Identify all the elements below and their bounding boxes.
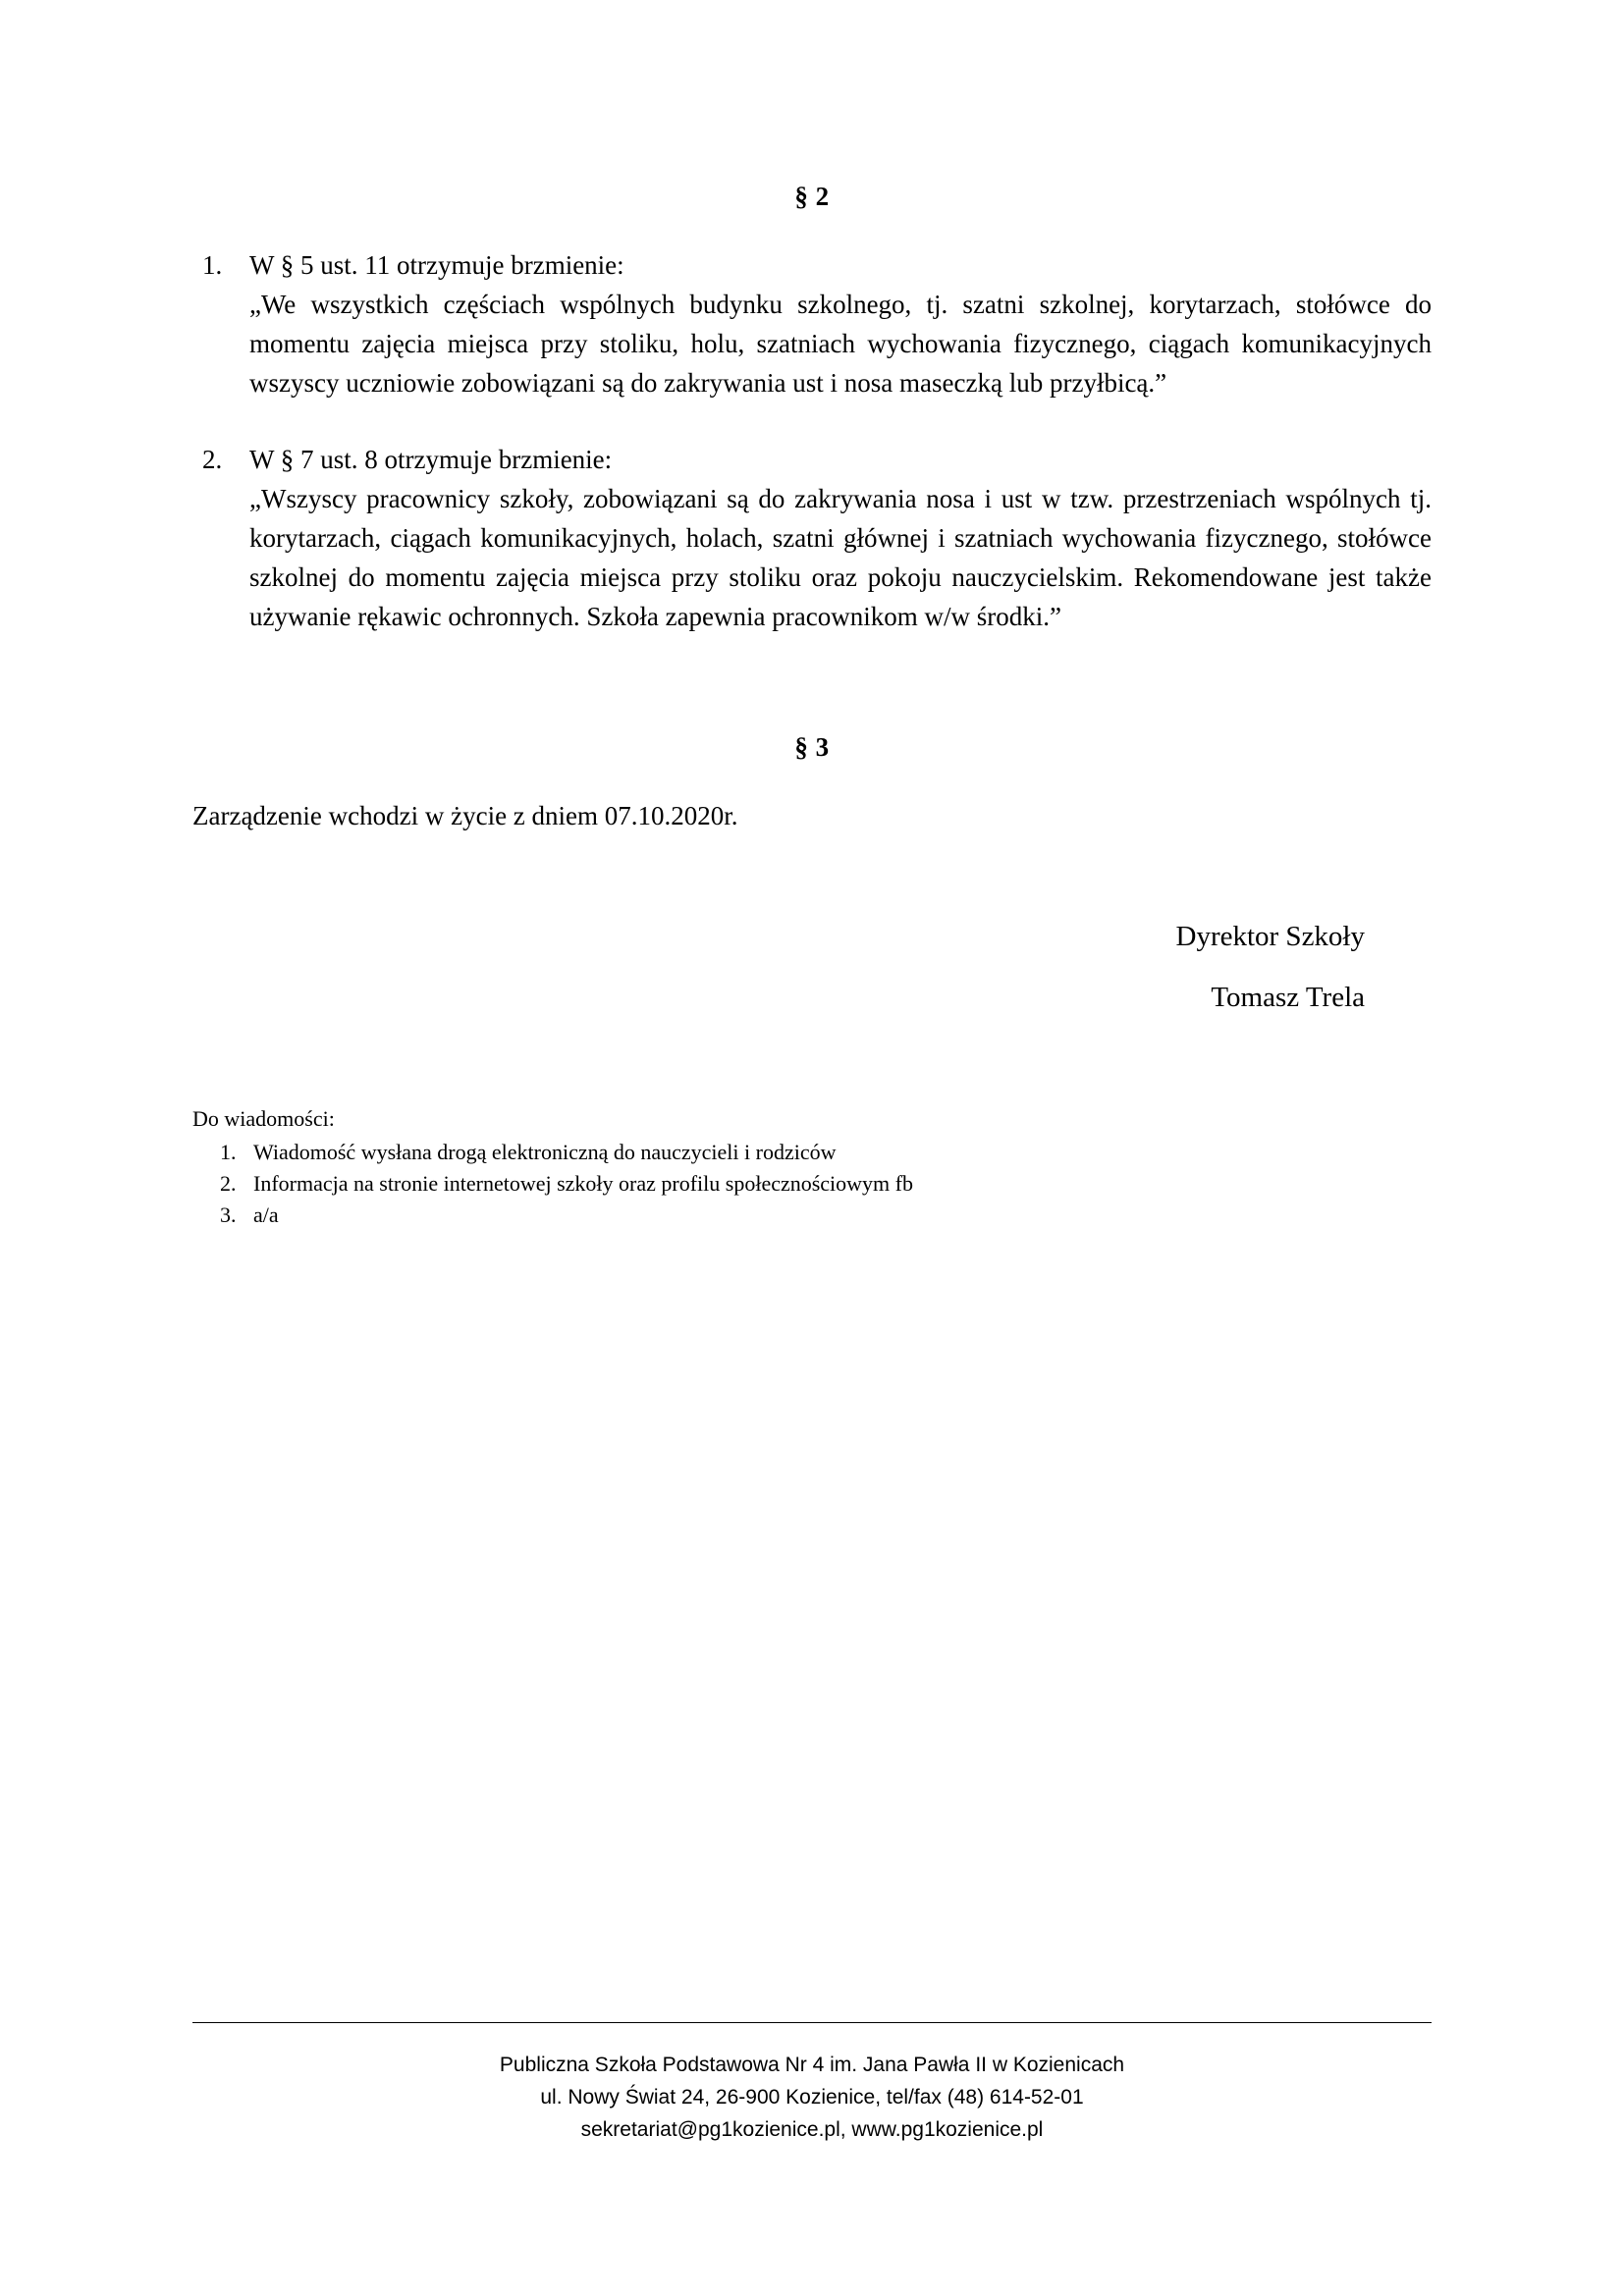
list-item-marker: 3.: [220, 1202, 237, 1227]
footer-line-3: sekretariat@pg1kozienice.pl, www.pg1kozienice.pl: [580, 2118, 1044, 2141]
cc-list: [192, 1137, 1432, 1231]
page-footer: [192, 2022, 1432, 2146]
list-item-marker: 1.: [202, 250, 223, 280]
footer-line-2: ul. Nowy Świat 24, 26-900 Kozienice, tel/fax (48) 614-52-01: [540, 2086, 1084, 2109]
list-item-quote: „Wszyscy pracownicy szkoły, zobowiązani są do zakrywania nosa i ust w tzw. przestrzeniach wspólnych tj. korytarzach, ciągach komunikacyjnych, holach, szatni głównej i szatniach wychowania fizycznego, stołówce szkolnej do momentu zajęcia miejsca przy stoliku oraz pokoju nauczycielskim. Rekomendowane jest także używanie rękawic ochronnych. Szkoła zapewnia pracownikom w/w środki.”: [249, 484, 1432, 631]
section-3-heading: § 3: [794, 732, 830, 762]
list-item-text: Informacja na stronie internetowej szkoły oraz profilu społecznościowym fb: [253, 1171, 913, 1196]
list-item: [192, 1200, 1432, 1231]
effective-date-text: Zarządzenie wchodzi w życie z dniem 07.10.2020r.: [192, 801, 738, 830]
list-item-quote: „We wszystkich częściach wspólnych budynku szkolnego, tj. szatni szkolnej, korytarzach, stołówce do momentu zajęcia miejsca przy stoliku, holu, szatniach wychowania fizycznego, ciągach komunikacyjnych wszyscy uczniowie zobowiązani są do zakrywania ust i nosa maseczką lub przyłbicą.”: [249, 290, 1432, 398]
list-item-text: a/a: [253, 1202, 279, 1227]
section-2-list: [192, 245, 1432, 636]
cc-block: [192, 1104, 1432, 1231]
cc-title: Do wiadomości:: [192, 1106, 335, 1131]
list-item-marker: 2.: [202, 445, 223, 474]
list-item-marker: 1.: [220, 1140, 237, 1164]
section-spacer: [192, 673, 1432, 732]
list-item-marker: 2.: [220, 1171, 237, 1196]
list-item-text: Wiadomość wysłana drogą elektroniczną do nauczycieli i rodziców: [253, 1140, 837, 1164]
list-item: [192, 1137, 1432, 1168]
signature-name: Tomasz Trela: [1211, 982, 1365, 1013]
list-item-lead: W § 7 ust. 8 otrzymuje brzmienie:: [249, 445, 613, 474]
signature-block: [192, 906, 1432, 1028]
list-item: [192, 440, 1432, 636]
list-item: [192, 1168, 1432, 1200]
signature-title: Dyrektor Szkoły: [1175, 921, 1365, 952]
footer-divider: [192, 2022, 1432, 2023]
section-2-heading: § 2: [794, 182, 830, 211]
footer-line-1: Publiczna Szkoła Podstawowa Nr 4 im. Jana Pawła II w Kozienicach: [499, 2054, 1125, 2076]
list-item: [192, 245, 1432, 402]
list-item-lead: W § 5 ust. 11 otrzymuje brzmienie:: [249, 250, 624, 280]
document-body: [192, 182, 1432, 1231]
